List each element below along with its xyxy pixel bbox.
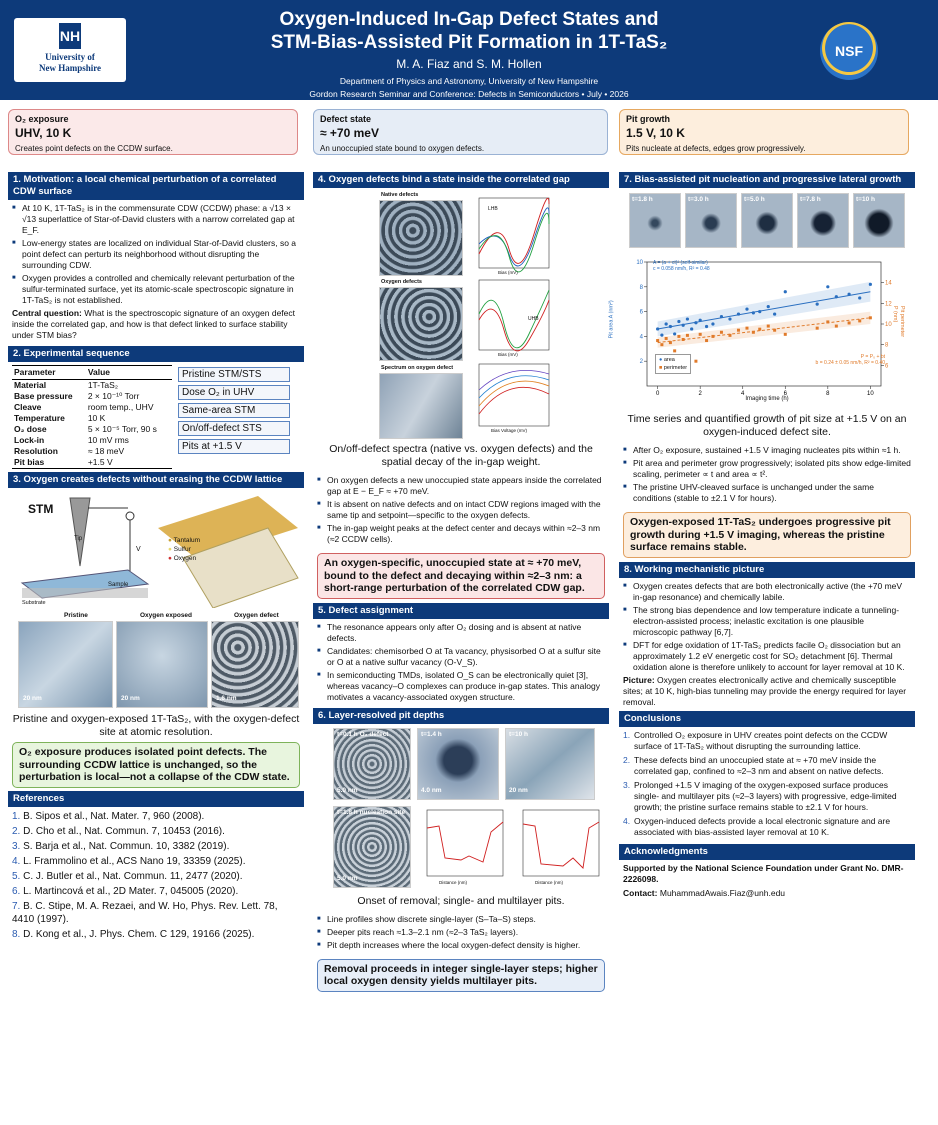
summary-desc: Creates point defects on the CCDW surface. xyxy=(15,144,173,154)
table-row: Material 1T-TaS₂ xyxy=(14,380,119,390)
table-row: Lock-in 10 mV rms xyxy=(14,435,129,445)
panel-title: Pristine xyxy=(64,612,88,619)
section-body-motivation xyxy=(8,200,304,344)
bullet: ■ The pristine UHV-cleaved surface is unchanged under the same conditions (stable to ±2.1 V for hours). xyxy=(623,482,911,504)
x-tick-label: 8 xyxy=(826,391,830,397)
perimeter-point xyxy=(656,339,659,342)
perimeter-point xyxy=(737,329,740,332)
perimeter-point xyxy=(711,335,714,338)
growth-chart xyxy=(608,258,915,410)
native-defects-image xyxy=(379,200,463,276)
perimeter-point xyxy=(694,360,697,363)
poster-header xyxy=(0,0,938,100)
summary-value: UHV, 10 K xyxy=(15,126,72,141)
section-title-assignment: 5. Defect assignment xyxy=(313,603,609,619)
stm-schematic-icon xyxy=(8,488,304,608)
figure-stm-schematic xyxy=(8,488,304,710)
tip-label: Tip xyxy=(74,536,83,542)
poster-authors: M. A. Fiaz and S. M. Hollen xyxy=(396,57,542,71)
perimeter-point xyxy=(699,333,702,336)
contact: Contact: MuhammadAwais.Fiaz@unh.edu xyxy=(623,887,786,898)
oxygen-defect-stm-image: 1.6 nm xyxy=(211,621,299,708)
summary-key: Defect state xyxy=(320,114,372,124)
section-body-mechanism xyxy=(619,578,915,711)
o2-defect-image: t=0.1 h O₂ defect 5.0 nm xyxy=(333,728,411,800)
summary-key: O₂ exposure xyxy=(15,114,69,124)
poster-conference: Gordon Research Seminar and Conference: Defects in Semiconductors • July • 2026 xyxy=(309,88,629,99)
perimeter-point xyxy=(660,343,663,346)
central-question xyxy=(12,308,300,341)
sequence-step: Same-area STM xyxy=(178,403,290,418)
callout-ingap: An oxygen-specific, unoccupied state at ≈ +70 meV, bound to the defect and decaying within ≈2–3 nm: a short-range perturbation of the correlated CDW gap. xyxy=(317,553,605,599)
figure-caption: On/off-defect spectra (native vs. oxygen defects) and the spatial decay of the in-gap weight. xyxy=(329,443,593,468)
uhb-label: UHB xyxy=(528,316,539,322)
frame-image: t=3.0 h xyxy=(685,193,737,248)
sequence-step: On/off-defect STS xyxy=(178,421,290,436)
unh-logo-line1: University of xyxy=(45,52,95,62)
section-body-pit-growth xyxy=(619,442,915,509)
frame-image: t=5.0 h xyxy=(741,193,793,248)
figure-pit-depths xyxy=(313,724,609,892)
callout-pit-depths: Removal proceeds in integer single-layer steps; higher local oxygen density yields multilayer pits. xyxy=(317,959,605,992)
perimeter-point xyxy=(665,337,668,340)
pristine-stm-image: 20 nm xyxy=(18,621,113,708)
poster-title-line1: Oxygen-Induced In-Gap Defect States and xyxy=(279,9,659,30)
bullet: ■ Pit depth increases where the local oxygen-defect density is higher. xyxy=(317,940,605,951)
x-axis-label: Bias (mV) xyxy=(498,352,518,357)
section-body-pit-depths xyxy=(313,911,609,956)
reference-item: 8. D. Kong et al., J. Phys. Chem. C 129, 19166 (2025). xyxy=(12,928,255,940)
y-right-tick-label: 14 xyxy=(885,280,892,287)
area-point xyxy=(677,320,680,323)
section-title-pit-growth: 7. Bias-assisted pit nucleation and progressive lateral growth xyxy=(619,172,915,188)
section-title-motivation: 1. Motivation: a local chemical perturbation of a correlated CDW surface xyxy=(8,172,304,200)
area-point xyxy=(711,322,714,325)
perimeter-fit-label: P = P₀ + bt b = 0.24 ± 0.05 nm/h, R² = 0.40 xyxy=(815,354,885,366)
area-point xyxy=(705,325,708,328)
sulfur-icon: ● xyxy=(168,546,172,553)
frame-image: t=10 h xyxy=(853,193,905,248)
poster-affiliation: Department of Physics and Astronomy, University of New Hampshire xyxy=(339,76,599,86)
bullet: ■ Deeper pits reach ≈1.3–2.1 nm (≈2–3 TaS₂ layers). xyxy=(317,927,605,938)
poster-title-line2: STM-Bias-Assisted Pit Formation in 1T-TaS₂ xyxy=(270,32,668,53)
perimeter-point xyxy=(705,339,708,342)
area-point xyxy=(656,327,659,330)
reference-item: 6. L. Martincová et al., 2D Mater. 7, 045005 (2020). xyxy=(12,885,239,897)
perimeter-point xyxy=(682,338,685,341)
perimeter-point xyxy=(835,325,838,328)
callout-defects: O₂ exposure produces isolated point defects. The surrounding CCDW lattice is unchanged, so the perturbation is local—not a collapse of the CDW state. xyxy=(12,742,300,788)
area-point xyxy=(745,308,748,311)
perimeter-point xyxy=(869,316,872,319)
area-point xyxy=(699,319,702,322)
area-marker-icon: ● xyxy=(659,357,663,363)
column-right xyxy=(608,172,915,902)
perimeter-point xyxy=(767,325,770,328)
bullet: ■ The resonance appears only after O₂ dosing and is absent at native defects. xyxy=(317,622,605,644)
y-axis-label-left: Pit area A (nm²) xyxy=(608,300,615,339)
growth-chart-svg xyxy=(619,258,915,410)
bias-label: V xyxy=(136,546,141,553)
area-point xyxy=(686,317,689,320)
atom-legend: ● Tantalum ● Sulfur ● Oxygen xyxy=(168,537,201,562)
callout-pit-growth: Oxygen-exposed 1T-TaS₂ undergoes progressive pit growth during +1.5 V imaging, whereas the pristine surface remains stable. xyxy=(623,512,911,558)
row-label: Spectrum on oxygen defect xyxy=(381,365,454,371)
perimeter-marker-icon: ■ xyxy=(659,365,663,371)
x-axis-label: Bias (mV) xyxy=(498,270,518,275)
x-axis-label: Distance (nm) xyxy=(535,879,564,885)
bullet: ■ Oxygen provides a controlled and chemically relevant perturbation of the sulfur-terminated surface, yet its atomic-scale spectroscopic signature in 1T-TaS₂ is not established. xyxy=(12,273,300,306)
area-point xyxy=(665,322,668,325)
sequence-step: Pits at +1.5 V xyxy=(178,439,290,454)
frame-image: t=7.8 h xyxy=(797,193,849,248)
perimeter-point xyxy=(669,341,672,344)
list-item: 4. Oxygen-induced defects provide a local electronic signature and are associated with bias-assisted layer removal at 10 K. xyxy=(623,815,891,837)
motivation-bullets xyxy=(12,203,300,306)
bullet: ■ Candidates: chemisorbed O at Ta vacancy, physisorbed O at a sulfur site or O at a native sulfur vacancy (O-V_S). xyxy=(317,646,605,668)
bullet: ■ Oxygen creates defects that are both electronically active (the +70 meV in-gap resonance) and chemically labile. xyxy=(623,581,911,603)
sequence-step: Dose O₂ in UHV xyxy=(178,385,290,400)
perimeter-point xyxy=(686,334,689,337)
section-body-references xyxy=(8,807,304,946)
bullet: ■ It is absent on native defects and on intact CDW regions imaged with the same tip and setpoint—specific to the oxygen defects. xyxy=(317,499,605,521)
reference-item: 7. B. C. Stipe, M. A. Rezaei, and W. Ho, Phys. Rev. Lett. 78, 4410 (1997). xyxy=(12,900,278,925)
area-point xyxy=(758,310,761,313)
bullet: ■ The in-gap weight peaks at the defect center and decays within ≈2–3 nm (≈2 CCDW cells). xyxy=(317,523,605,545)
reference-item: 4. L. Frammolino et al., ACS Nano 19, 33359 (2025). xyxy=(12,855,246,867)
table-row: Base pressure 2 × 10⁻¹⁰ Torr xyxy=(14,391,140,401)
section-title-mechanism: 8. Working mechanistic picture xyxy=(619,562,915,578)
column-left xyxy=(8,172,304,946)
section-body-conclusions xyxy=(619,727,915,844)
table-row: Pit bias +1.5 V xyxy=(12,457,172,469)
bullet: ■ Pit area and perimeter grow progressively; isolated pits show edge-limited scaling, perimeter ∝ t and area ∝ t². xyxy=(623,458,911,480)
bullet: ■ DFT for edge oxidation of 1T-TaS₂ predicts facile O₂ dissociation but an approximately 1.2 eV energetic cost for SO₂ detachment [6]. Thermal oxidation alone is therefore unlikely to account for layer removal at 10 K. xyxy=(623,640,911,673)
line-profile-plots-icon xyxy=(413,808,603,888)
reference-item: 3. S. Barja et al., Nat. Commun. 10, 3382 (2019). xyxy=(12,840,230,852)
summary-desc: An unoccupied state bound to oxygen defects. xyxy=(320,144,485,154)
area-point xyxy=(673,332,676,335)
substrate-label: Substrate xyxy=(22,600,46,606)
y-tick-label: 4 xyxy=(639,334,643,341)
section-body-assignment xyxy=(313,619,609,708)
perimeter-point xyxy=(745,327,748,330)
table-row: O₂ dose 5 × 10⁻⁵ Torr, 90 s xyxy=(14,424,157,434)
parameter-table xyxy=(12,365,172,469)
area-point xyxy=(752,311,755,314)
row-label: Native defects xyxy=(381,192,419,198)
x-tick-label: 10 xyxy=(867,391,874,397)
row-label: Oxygen defects xyxy=(381,279,422,285)
area-point xyxy=(694,321,697,324)
area-point xyxy=(784,290,787,293)
reference-item: 2. D. Cho et al., Nat. Commun. 7, 10453 (2016). xyxy=(12,825,225,837)
perimeter-point xyxy=(784,333,787,336)
tantalum-icon: ● xyxy=(168,537,172,544)
oxygen-icon: ● xyxy=(168,555,172,562)
area-point xyxy=(869,283,872,286)
bullet: ■ Low-energy states are localized on individual Star-of-David clusters, so a point defect can perturb its neighborhood without disrupting the surrounding CDW. xyxy=(12,238,300,271)
section-title-experiment: 2. Experimental sequence xyxy=(8,346,304,362)
table-row: Resolution ≈ 18 meV xyxy=(14,446,125,456)
x-axis-label: Bias Voltage (mV) xyxy=(491,428,528,433)
section-title-pit-depths: 6. Layer-resolved pit depths xyxy=(313,708,609,724)
col-header-value: Value xyxy=(86,366,172,380)
lhb-label: LHB xyxy=(488,206,498,212)
col-header-parameter: Parameter xyxy=(12,366,86,380)
mechanism-picture: Picture: Oxygen creates electronically active and chemically susceptible sites; at 10 K, high-bias tunneling may provide the energy required for layer removal. xyxy=(623,674,907,707)
nucleation-site-image: t=1.8 h nucleation site 5.0 nm xyxy=(333,806,411,888)
x-axis-label: Distance (nm) xyxy=(439,879,468,885)
area-point xyxy=(669,325,672,328)
y-axis-label-right: Pit perimeter P (nm) xyxy=(892,305,905,338)
section-title-conclusions: Conclusions xyxy=(619,711,915,727)
figure-caption: Pristine and oxygen-exposed 1T-TaS₂, with the oxygen-defect site at atomic resolution. xyxy=(12,713,300,738)
y-tick-label: 6 xyxy=(639,309,643,316)
figure-spectra xyxy=(313,188,609,440)
chart-legend: ● area ■ perimeter xyxy=(655,354,691,374)
area-point xyxy=(835,295,838,298)
summary-desc: Pits nucleate at defects, edges grow progressively. xyxy=(626,144,806,154)
nsf-logo: NSF xyxy=(820,22,878,80)
perimeter-point xyxy=(728,334,731,337)
summary-value: ≈ +70 meV xyxy=(320,126,379,141)
area-point xyxy=(858,296,861,299)
figure-caption: Time series and quantified growth of pit size at +1.5 V on an oxygen-induced defect site. xyxy=(627,413,907,438)
perimeter-point xyxy=(758,328,761,331)
sample-label: Sample xyxy=(108,582,129,588)
area-point xyxy=(682,324,685,327)
central-question-text: What is the spectroscopic signature of an oxygen defect inside the correlated gap, and how is that defect linked to surface stability under STM bias? xyxy=(12,308,296,340)
table-row: Temperature 10 K xyxy=(14,413,106,423)
funding-statement: Supported by the National Science Foundation under Grant No. DMR-2226098. xyxy=(623,862,904,884)
perimeter-point xyxy=(858,319,861,322)
section-body-acknowledgments xyxy=(619,860,915,902)
y-tick-label: 8 xyxy=(639,284,643,291)
x-tick-label: 4 xyxy=(741,391,745,397)
oxygen-defects-image xyxy=(379,287,463,361)
area-point xyxy=(720,315,723,318)
summary-box-defect-state xyxy=(313,109,608,155)
reference-list xyxy=(12,810,300,941)
x-axis-label: Imaging time (h) xyxy=(745,396,789,402)
perimeter-point xyxy=(848,321,851,324)
area-point xyxy=(737,312,740,315)
pit-image-10h: t=10 h 20 nm xyxy=(505,728,595,800)
sequence-steps xyxy=(178,365,290,469)
perimeter-point xyxy=(720,331,723,334)
list-item: 3. Prolonged +1.5 V imaging of the oxygen-exposed surface produces single- and multilayer pits (≈2–3 layers) with progressive, edge-limited growth; the pristine surface remains stable to ±2.1 V for hours. xyxy=(623,779,897,812)
perimeter-point xyxy=(673,349,676,352)
x-tick-label: 6 xyxy=(783,391,787,397)
perimeter-point xyxy=(677,335,680,338)
y-right-tick-label: 6 xyxy=(885,363,889,370)
bullet: ■ After O₂ exposure, sustained +1.5 V imaging nucleates pits within ≈1 h. xyxy=(623,445,911,456)
area-point xyxy=(660,334,663,337)
frame-image: t=1.8 h xyxy=(629,193,681,248)
perimeter-point xyxy=(816,327,819,330)
section-title-references: References xyxy=(8,791,304,807)
central-question-label: Central question: xyxy=(12,308,82,318)
y-right-tick-label: 12 xyxy=(885,301,892,308)
sequence-step: Pristine STM/STS xyxy=(178,367,290,382)
conclusion-list xyxy=(623,730,911,838)
pit-image-1-4h: t=1.4 h 4.0 nm xyxy=(417,728,499,800)
y-right-tick-label: 10 xyxy=(885,322,892,328)
area-point xyxy=(847,293,850,296)
y-tick-label: 10 xyxy=(636,260,643,266)
section-body-experiment xyxy=(8,362,304,472)
figure-caption: Onset of removal; single- and multilayer pits. xyxy=(357,894,565,907)
y-right-tick-label: 8 xyxy=(885,342,889,349)
area-fit-label: A = (a + ct)² (self-similar) c = 0.058 nm/h, R² = 0.48 xyxy=(653,260,710,272)
bullet: ■ The strong bias dependence and low temperature indicate a tunneling-electron-assisted process; inelastic excitation is one plausible microscopic pathway [6,7]. xyxy=(623,605,911,638)
summary-key: Pit growth xyxy=(626,114,670,124)
list-item: 1. Controlled O₂ exposure in UHV creates point defects on the CCDW surface of 1T-TaS₂ without disrupting the surrounding lattice. xyxy=(623,729,888,751)
spectra-plots-icon xyxy=(469,194,555,434)
list-item: 2. These defects bind an unoccupied state at ≈ +70 meV inside the correlated gap, confined to ≈2–3 nm and absent on native defects. xyxy=(623,754,884,776)
unh-logo-line2: New Hampshire xyxy=(38,63,102,73)
perimeter-point xyxy=(752,331,755,334)
section-title-ingap: 4. Oxygen defects bind a state inside the correlated gap xyxy=(313,172,609,188)
defect-linecut-image xyxy=(379,373,463,439)
area-point xyxy=(728,317,731,320)
panel-title: Oxygen defect xyxy=(234,612,279,619)
reference-item: 1. B. Sipos et al., Nat. Mater. 7, 960 (2008). xyxy=(12,810,205,822)
contact-email[interactable]: MuhammadAwais.Fiaz@unh.edu xyxy=(659,887,786,898)
x-tick-label: 0 xyxy=(655,391,660,397)
summary-box-pit-growth xyxy=(619,109,909,155)
bullet: ■ At 10 K, 1T-TaS₂ is in the commensurate CDW (CCDW) phase: a √13 × √13 superlattice of Star-of-David clusters with a narrow correlated gap at E_F. xyxy=(12,203,300,236)
bullet: ■ On oxygen defects a new unoccupied state appears inside the correlated gap at E − E_F ≈ +70 meV. xyxy=(317,475,605,497)
section-title-defects: 3. Oxygen creates defects without erasing the CCDW lattice xyxy=(8,472,304,488)
bullet: ■ Line profiles show discrete single-layer (S–Ta–S) steps. xyxy=(317,914,605,925)
bullet: ■ In semiconducting TMDs, isolated O_S can be electronically quiet [3], whereas vacancy–O complexes can produce in-gap states. This analogy motivates a vacancy-associated oxygen structure. xyxy=(317,670,605,703)
perimeter-point xyxy=(826,320,829,323)
pit-time-series xyxy=(619,188,915,258)
summary-value: 1.5 V, 10 K xyxy=(626,126,685,141)
perimeter-point xyxy=(773,329,776,332)
panel-title: Oxygen exposed xyxy=(140,612,193,619)
table-row: Cleave room temp., UHV xyxy=(14,402,154,412)
area-point xyxy=(826,285,829,288)
oxygen-exposed-stm-image: 20 nm xyxy=(116,621,208,708)
summary-box-exposure xyxy=(8,109,298,155)
area-point xyxy=(816,303,819,306)
section-body-ingap xyxy=(313,472,609,550)
column-middle xyxy=(313,172,609,995)
y-tick-label: 2 xyxy=(639,359,643,366)
area-point xyxy=(690,327,693,330)
unh-logo xyxy=(14,18,126,82)
area-point xyxy=(773,312,776,315)
section-title-acknowledgments: Acknowledgments xyxy=(619,844,915,860)
unh-mark-icon: NH xyxy=(59,23,81,49)
reference-item: 5. C. J. Butler et al., Nat. Commun. 11, 2477 (2020). xyxy=(12,870,243,882)
x-tick-label: 2 xyxy=(698,391,702,397)
stm-label: STM xyxy=(28,502,54,516)
area-point xyxy=(767,305,770,308)
